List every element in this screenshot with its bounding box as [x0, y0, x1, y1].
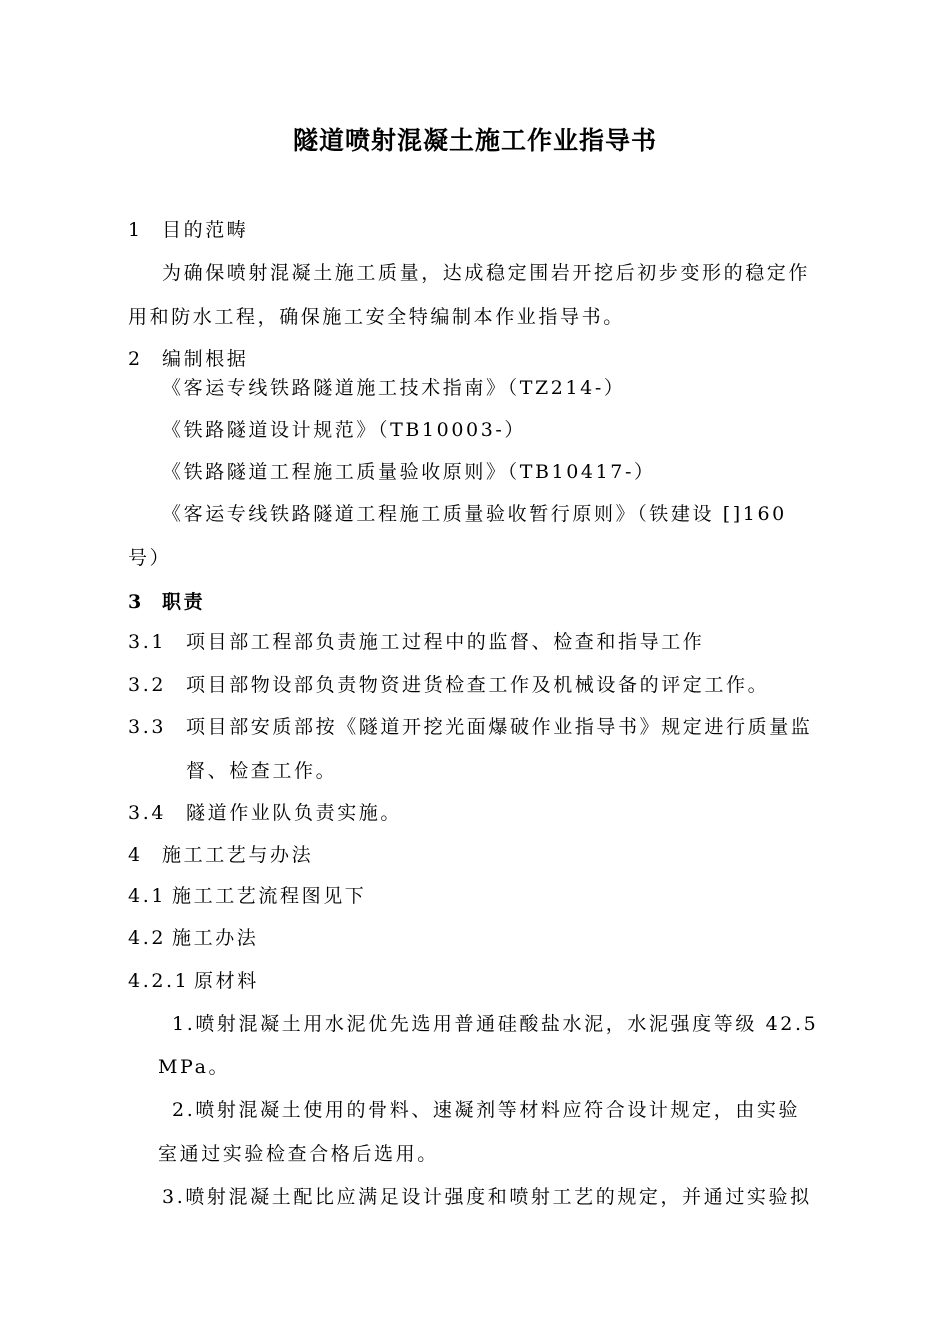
section-number: 1	[128, 219, 143, 241]
responsibility-item	[128, 627, 704, 657]
item-text: 项目部物设部负责物资进货检查工作及机械设备的评定工作。	[186, 674, 770, 696]
subsection-text: 施工办法	[172, 927, 259, 949]
subsection-number: 4.2.1	[128, 970, 190, 992]
responsibility-item	[128, 670, 769, 700]
section-heading-text: 目的范畴	[162, 219, 249, 241]
item-number: 3.1	[128, 631, 167, 653]
subsection-text: 原材料	[194, 970, 259, 992]
reference-item: 《铁路隧道设计规范》（TB10003-）	[162, 419, 526, 441]
subsection-number: 4.1	[128, 885, 167, 907]
section-2-heading	[128, 344, 248, 374]
item-number: 3.4	[128, 802, 167, 824]
subsection-text: 施工工艺流程图见下	[172, 885, 367, 907]
paragraph-line: 用和防水工程，确保施工安全特编制本作业指导书。	[128, 306, 625, 328]
reference-item: 《铁路隧道工程施工质量验收原则》（TB10417-）	[162, 461, 656, 483]
item-text: 隧道作业队负责实施。	[186, 802, 403, 824]
section-1-heading	[128, 215, 248, 245]
section-3-heading	[128, 587, 205, 617]
subsection-heading	[128, 881, 366, 911]
section-number: 4	[128, 844, 143, 866]
subsection-heading	[128, 966, 259, 996]
section-heading-text: 职责	[162, 591, 206, 613]
section-4-heading	[128, 840, 313, 870]
section-number: 2	[128, 348, 143, 370]
item-number: 3.3	[128, 716, 167, 738]
material-item: 3.喷射混凝土配比应满足设计强度和喷射工艺的规定，并通过实验拟	[162, 1186, 812, 1208]
subsection-heading	[128, 923, 258, 953]
subsection-number: 4.2	[128, 927, 167, 949]
item-number: 3.2	[128, 674, 167, 696]
item-continuation: 督、检查工作。	[186, 760, 338, 782]
item-text: 项目部安质部按《隧道开挖光面爆破作业指导书》规定进行质量监	[186, 716, 813, 738]
responsibility-item	[128, 798, 402, 828]
reference-item: 号）	[128, 547, 172, 569]
section-number: 3	[128, 591, 144, 613]
item-text: 项目部工程部负责施工过程中的监督、检查和指导工作	[186, 631, 705, 653]
material-item: 1.喷射混凝土用水泥优先选用普通硅酸盐水泥，水泥强度等级 42.5	[172, 1013, 819, 1035]
document-title: 隧道喷射混凝土施工作业指导书	[292, 126, 657, 155]
material-item-continuation: MPa。	[158, 1056, 231, 1078]
reference-item: 《客运专线铁路隧道施工技术指南》（TZ214-）	[162, 377, 626, 399]
reference-item: 《客运专线铁路隧道工程施工质量验收暂行原则》（铁建设 []160	[162, 503, 787, 525]
section-heading-text: 编制根据	[162, 348, 249, 370]
section-heading-text: 施工工艺与办法	[162, 844, 314, 866]
material-item: 2.喷射混凝土使用的骨料、速凝剂等材料应符合设计规定，由实验	[172, 1099, 801, 1121]
responsibility-item	[128, 712, 812, 742]
paragraph-line: 为确保喷射混凝土施工质量，达成稳定围岩开挖后初步变形的稳定作	[162, 262, 811, 284]
material-item-continuation: 室通过实验检查合格后选用。	[158, 1143, 439, 1165]
